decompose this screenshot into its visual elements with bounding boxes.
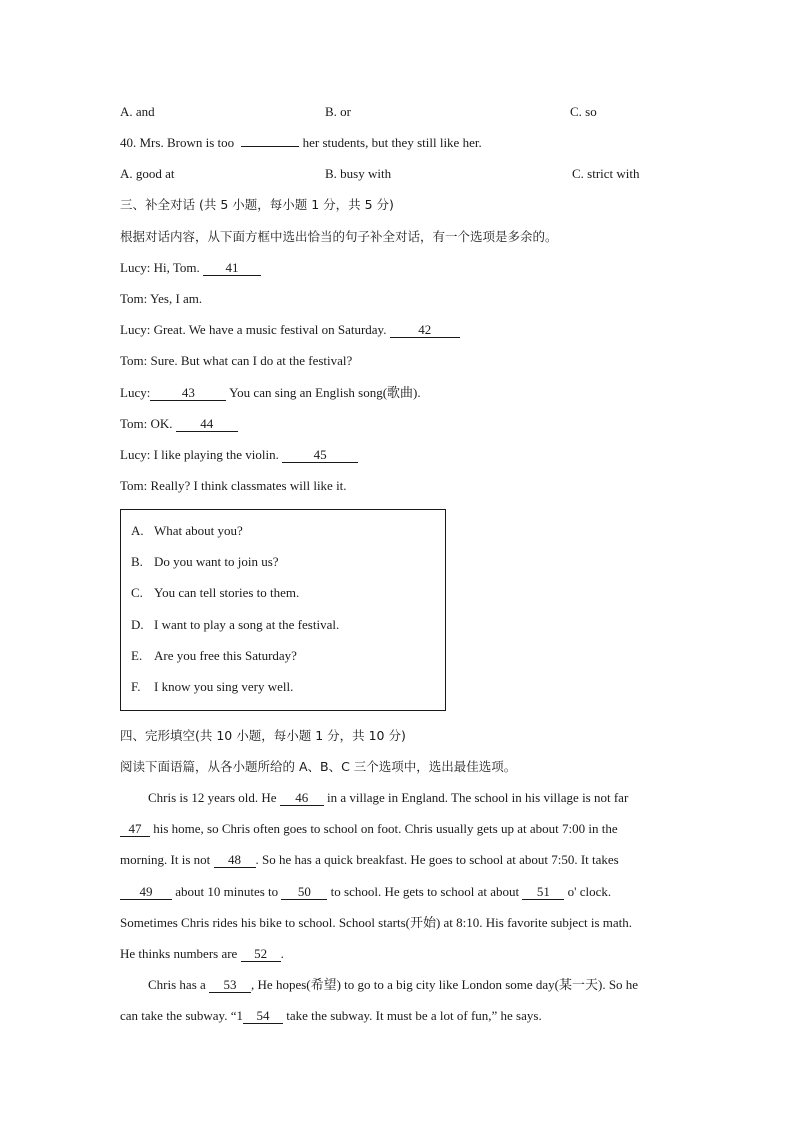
option-text: You can tell stories to them. (154, 585, 300, 600)
dialogue-line (120, 260, 261, 276)
q39-option-a: A. and (120, 104, 155, 119)
q39-option-c: C. so (570, 104, 597, 119)
passage-text: Chris has a (148, 977, 210, 992)
passage-text: can take the subway. “1 (120, 1008, 243, 1023)
passage-text: take the subway. It must be a lot of fun,” he says. (282, 1008, 542, 1023)
dialogue-text: Lucy: Great. We have a music festival on Saturday. (120, 322, 390, 337)
q40-stem (120, 135, 482, 151)
blank-47: 47 (120, 821, 150, 837)
q40-blank (241, 146, 299, 147)
blank-46: 46 (280, 790, 324, 806)
blank-49: 49 (120, 884, 172, 900)
passage-text: o' clock. (564, 884, 612, 899)
passage-line (120, 852, 675, 868)
dialogue-text: Tom: Sure. But what can I do at the festival? (120, 353, 353, 368)
dialogue-text: Lucy: (120, 385, 151, 400)
option-letter: F. (131, 679, 141, 694)
blank-42: 42 (390, 322, 460, 338)
dialogue-text: Lucy: Hi, Tom. (120, 260, 203, 275)
dialogue-line (120, 478, 347, 494)
blank-43: 43 (150, 385, 226, 401)
passage-text: He thinks numbers are (120, 946, 241, 961)
passage-text: . (280, 946, 284, 961)
passage-line (120, 790, 675, 806)
passage-text: , He hopes(希望) to go to a big city like London some day(某一天). So he (251, 977, 639, 992)
passage-text: morning. It is not (120, 852, 214, 867)
blank-53: 53 (209, 977, 251, 993)
section3-title: 三、补全对话 (共 5 小题，每小题 1 分，共 5 分) (120, 197, 394, 212)
option-letter: B. (131, 554, 143, 569)
blank-41: 41 (203, 260, 261, 276)
dialogue-line (120, 416, 238, 432)
option-e (131, 648, 297, 664)
dialogue-line (120, 385, 421, 401)
option-f (131, 679, 293, 695)
dialogue-text: Lucy: I like playing the violin. (120, 447, 283, 462)
passage-text: in a village in England. The school in his village is not far (323, 790, 629, 805)
passage-text: his home, so Chris often goes to school on foot. Chris usually gets up at about 7:00 in the (150, 821, 618, 836)
q40-text-pre: 40. Mrs. Brown is too (120, 135, 238, 150)
dialogue-line (120, 291, 202, 307)
blank-54: 54 (243, 1008, 283, 1024)
dialogue-line (120, 322, 460, 338)
passage-text: about 10 minutes to (172, 884, 282, 899)
dialogue-line (120, 353, 352, 369)
passage-text: . So he has a quick breakfast. He goes to school at about 7:50. It takes (255, 852, 619, 867)
option-text: I know you sing very well. (154, 679, 294, 694)
section4-title: 四、完形填空(共 10 小题，每小题 1 分，共 10 分) (120, 728, 406, 743)
option-letter: C. (131, 585, 143, 600)
q40-option-b: B. busy with (325, 166, 392, 181)
passage-line (120, 821, 675, 837)
passage-text: to school. He gets to school at about (327, 884, 523, 899)
option-letter: A. (131, 523, 144, 538)
passage-line (120, 915, 675, 931)
blank-44: 44 (176, 416, 238, 432)
blank-51: 51 (522, 884, 564, 900)
passage-line (120, 1008, 675, 1024)
blank-52: 52 (241, 946, 281, 962)
blank-50: 50 (281, 884, 327, 900)
blank-45: 45 (282, 447, 358, 463)
dialogue-text: You can sing an English song(歌曲). (226, 385, 421, 400)
dialogue-text: Tom: Yes, I am. (120, 291, 203, 306)
option-text: What about you? (154, 523, 243, 538)
section3-instruction: 根据对话内容，从下面方框中选出恰当的句子补全对话，有一个选项是多余的。 (120, 229, 558, 244)
passage-line (120, 884, 675, 900)
q40-text-post: her students, but they still like her. (299, 135, 482, 150)
option-a (131, 523, 243, 539)
dialogue-text: Tom: Really? I think classmates will like it. (120, 478, 347, 493)
option-text: Do you want to join us? (154, 554, 279, 569)
option-text: Are you free this Saturday? (154, 648, 297, 663)
dialogue-line (120, 447, 358, 463)
q40-option-c: C. strict with (572, 166, 640, 181)
passage-text: Chris is 12 years old. He (148, 790, 280, 805)
option-letter: D. (131, 617, 144, 632)
dialogue-text: Tom: OK. (120, 416, 176, 431)
option-text: I want to play a song at the festival. (154, 617, 340, 632)
option-d (131, 617, 339, 633)
passage-line (120, 946, 675, 962)
q40-option-a: A. good at (120, 166, 175, 181)
options-box (120, 509, 446, 711)
blank-48: 48 (214, 852, 256, 868)
option-b (131, 554, 279, 570)
option-c (131, 585, 299, 601)
option-letter: E. (131, 648, 143, 663)
section4-instruction: 阅读下面语篇，从各小题所给的 A、B、C 三个选项中，选出最佳选项。 (120, 759, 517, 774)
passage-text: Sometimes Chris rides his bike to school. School starts(开始) at 8:10. His favorite subject is math. (120, 915, 632, 930)
passage-line (120, 977, 675, 993)
q39-option-b: B. or (325, 104, 351, 119)
